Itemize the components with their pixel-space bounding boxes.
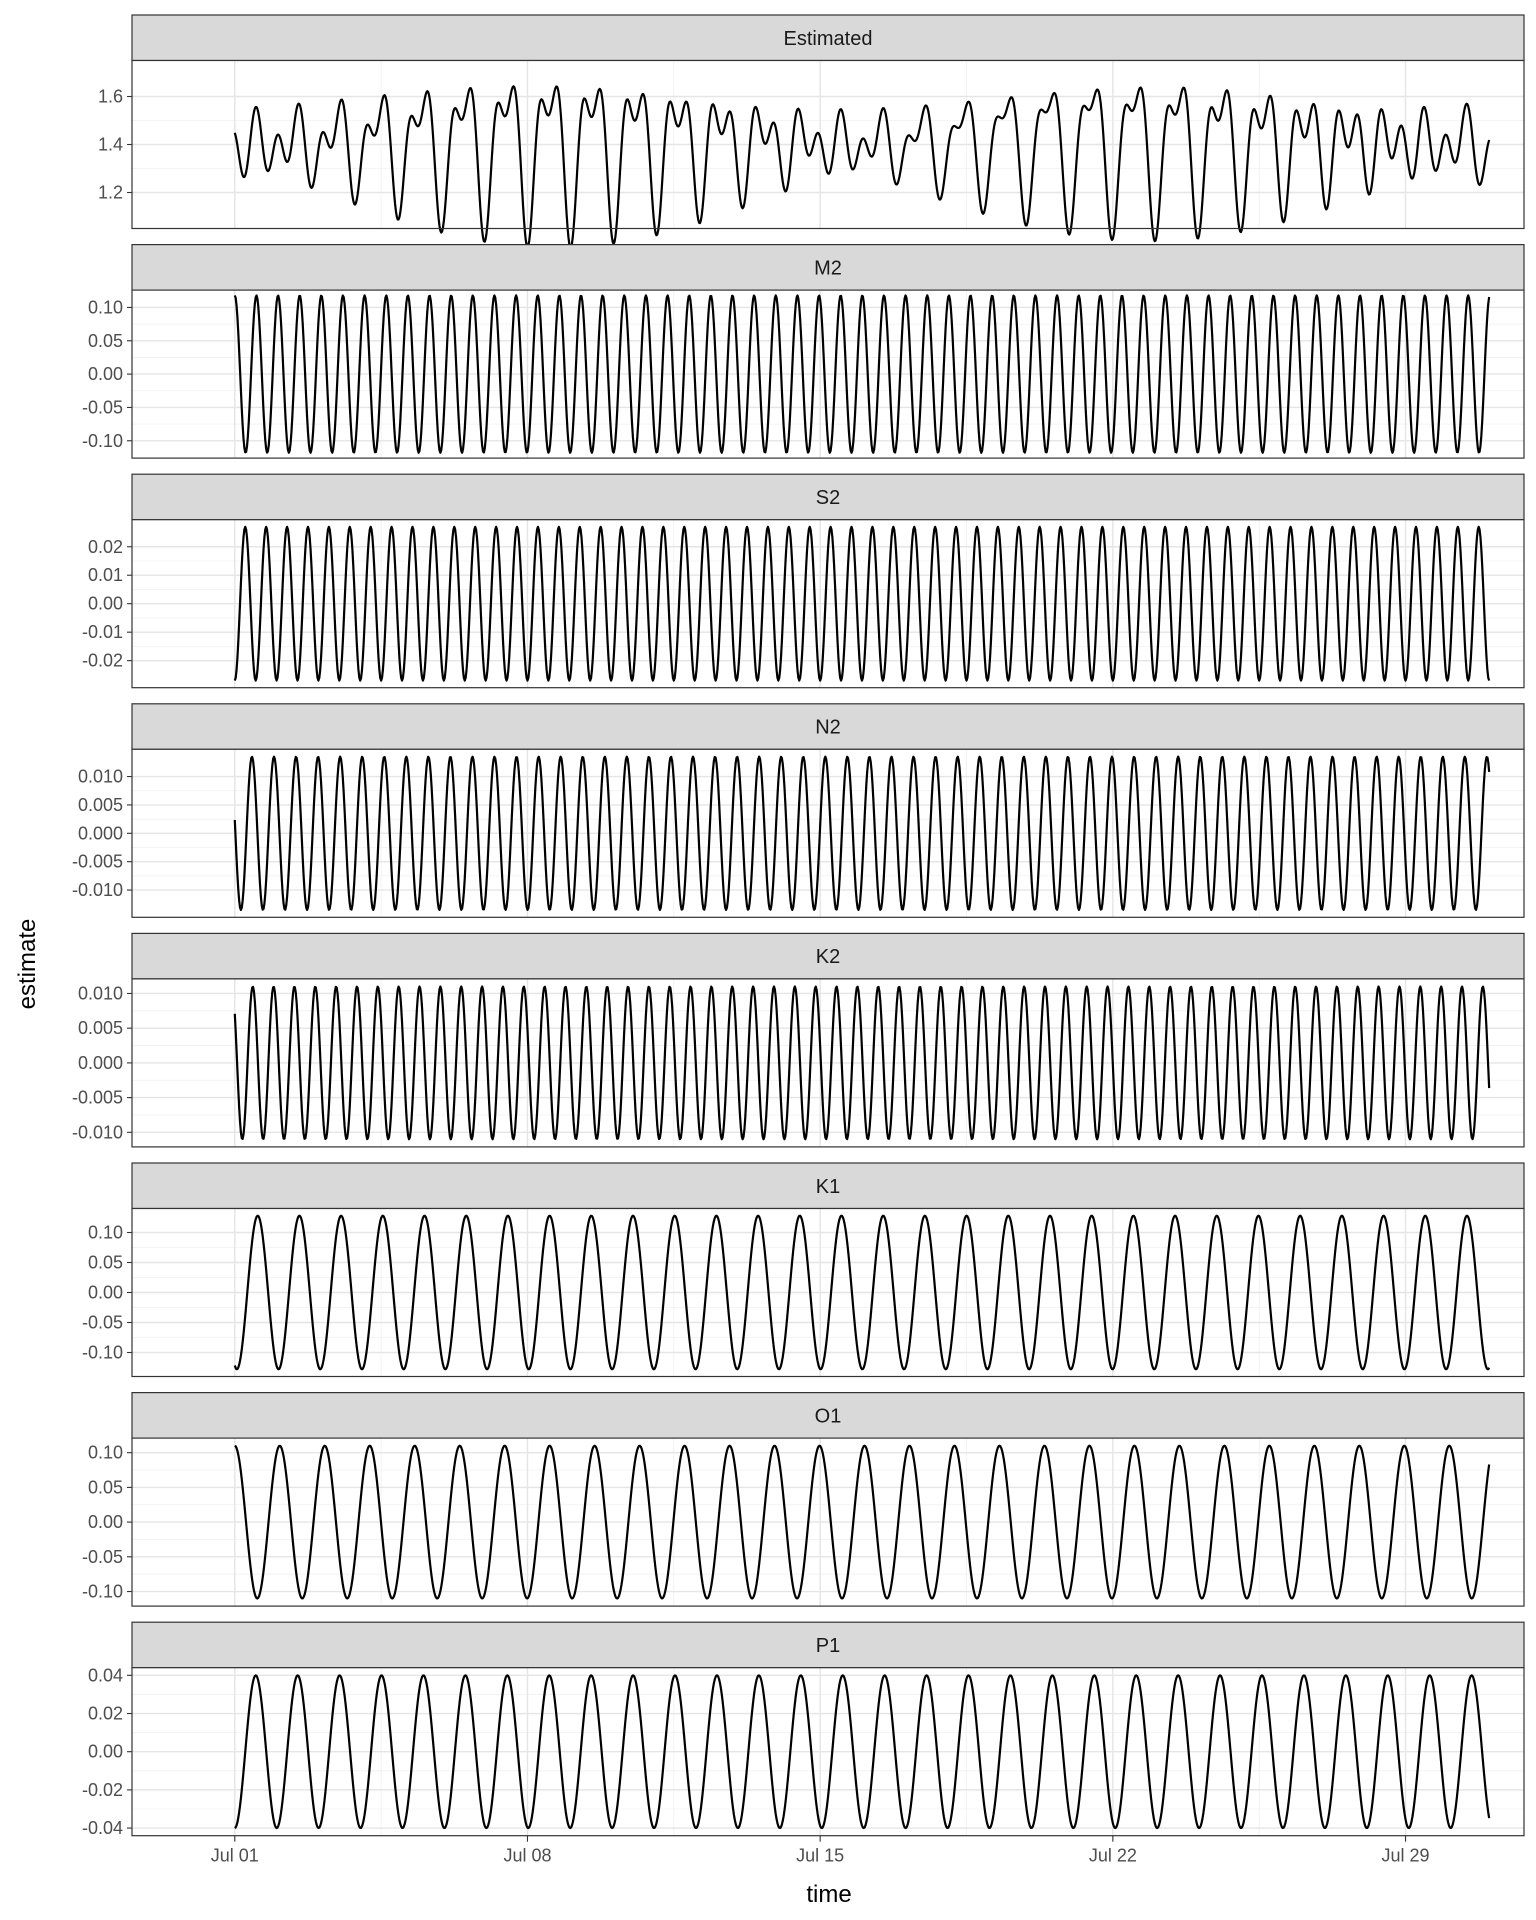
y-tick-label: 0.00: [87, 1282, 123, 1303]
facet-label-k1: K1: [815, 1175, 841, 1198]
y-tick-label: -0.010: [71, 1122, 123, 1143]
y-tick-label: -0.01: [81, 622, 123, 643]
facet-label-k2: K2: [815, 946, 841, 969]
y-tick-label: 0.02: [87, 536, 123, 557]
y-tick-label: 0.01: [87, 565, 123, 586]
facet-panel-o1: [82, 1393, 1524, 1607]
y-tick-label: 1.4: [97, 134, 123, 155]
y-tick-label: 0.10: [87, 1442, 123, 1463]
x-tick-label: Jul 01: [210, 1845, 259, 1866]
y-tick-label: -0.05: [81, 1312, 123, 1333]
y-tick-label: 0.010: [77, 766, 123, 787]
x-axis-title: time: [806, 1881, 852, 1908]
y-tick-label: -0.02: [81, 1779, 123, 1800]
y-tick-label: -0.010: [71, 880, 123, 901]
y-tick-label: 0.00: [87, 364, 123, 385]
facet-panel-k2: [72, 933, 1524, 1147]
facet-label-n2: N2: [815, 716, 841, 739]
y-tick-label: 0.000: [77, 823, 123, 844]
x-tick-label: Jul 29: [1381, 1845, 1430, 1866]
y-tick-label: 1.2: [97, 182, 123, 203]
y-tick-label: 0.010: [77, 983, 123, 1004]
y-tick-label: 0.00: [87, 1741, 123, 1762]
y-tick-label: 0.10: [87, 1222, 123, 1243]
y-tick-label: -0.02: [81, 650, 123, 671]
y-tick-label: 0.10: [87, 297, 123, 318]
facet-label-estimated: Estimated: [783, 27, 873, 50]
y-tick-label: 0.02: [87, 1703, 123, 1724]
facet-panel-estimated: [98, 15, 1524, 247]
y-tick-label: 0.05: [87, 1252, 123, 1273]
y-tick-label: 0.00: [87, 1512, 123, 1533]
y-tick-label: -0.10: [81, 1581, 123, 1602]
facet-panel-k1: [82, 1163, 1524, 1377]
y-tick-label: 0.005: [77, 1018, 123, 1039]
y-tick-label: -0.10: [81, 430, 123, 451]
x-tick-label: Jul 15: [796, 1845, 845, 1866]
y-tick-label: -0.10: [81, 1342, 123, 1363]
facet-panel-s2: [82, 474, 1524, 688]
y-tick-label: -0.04: [81, 1818, 123, 1839]
facet-label-m2: M2: [814, 257, 842, 280]
y-axis-title: estimate: [14, 918, 41, 1010]
y-tick-label: 0.005: [77, 794, 123, 815]
facet-label-o1: O1: [814, 1405, 842, 1428]
y-tick-label: -0.05: [81, 1546, 123, 1567]
y-tick-label: -0.005: [71, 1087, 123, 1108]
facet-panel-m2: [82, 245, 1524, 459]
y-tick-label: 0.05: [87, 1477, 123, 1498]
facet-panel-n2: [72, 704, 1524, 918]
y-tick-label: -0.05: [81, 397, 123, 418]
y-tick-label: 0.00: [87, 593, 123, 614]
x-tick-label: Jul 22: [1088, 1845, 1137, 1866]
facet-panel-p1: [82, 1622, 1524, 1838]
y-tick-label: 1.6: [97, 86, 123, 107]
y-tick-label: 0.000: [77, 1052, 123, 1073]
y-tick-label: 0.05: [87, 330, 123, 351]
x-tick-label: Jul 08: [503, 1845, 552, 1866]
facet-label-p1: P1: [815, 1634, 841, 1657]
y-tick-label: -0.005: [71, 851, 123, 872]
facet-label-s2: S2: [815, 486, 841, 509]
y-tick-label: 0.04: [87, 1665, 123, 1686]
